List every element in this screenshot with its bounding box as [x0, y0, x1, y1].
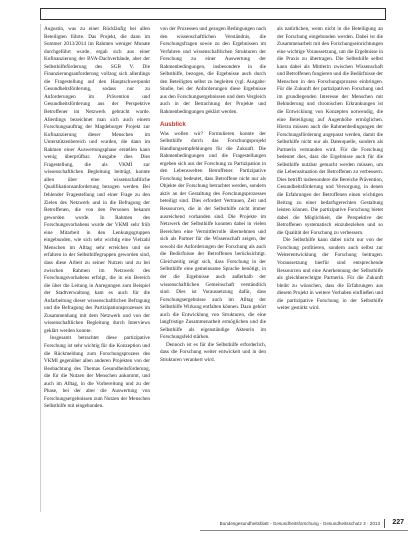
paragraph: Insgesamt betrachtet diese partizipative Forschung ist sehr wichtig für die Konzeption und die Rückmeldung zum Forschungsprozess des VKMI gegenüber allen anderen Projekten von der Beobachtung des Themas Gesundheitsförderung, die für die Nutzen der Menschen ankommt, und auch im Alltag, in die Vorbereitung und zu der Phase, bei der aber die Auswertung von Forschungsergebnissen zum Nutzen der Menschen Selbsthilfe mit eingebunden. — [44, 335, 150, 410]
paragraph: Dennoch ist es für die Selbsthilfe erforderlich, dass die Forschung weiter entwickelt und in den Strukturen verankert wird. — [160, 341, 266, 363]
paragraph: von der Prozessen und gezogen Bedingungen nach den wissenschaftlichen Verständnis, die Forschungsfragen sowie zu den Ergebnissen im Verfahren und wissenschaftlichen Strukturen der Forschung zu einer Auswertung der Rahmenbedingungen, insbesondere in die Selbsthilfe, bezogen, die Ergebnisse auch durch den Beteiligten selbst zu begleiten (vgl. Ausgabe: Studie, bei der Anforderungen diese Ergebnisse aus den Forschungsergebnissen und dem Vergleich auch in der Betrachtung der Projekte und Rahmenbedingungen geklärt werden. — [160, 26, 266, 116]
text-column-1 — [44, 26, 150, 510]
margin-rule — [40, 24, 41, 512]
header-box — [40, 8, 386, 20]
journal-citation: Bundesgesundheitsblatt - Gesundheitsforschung - Gesundheitsschutz 3 · 2013 — [219, 521, 380, 526]
page-footer — [200, 518, 408, 532]
page-number: 227 — [392, 519, 404, 526]
paragraph: Was wollen wir? Formulieren konnte der Selbsthilfe durch das Forschungsprojekt Handlungsempfehlungen für die Zukunft. Die Rahmenbedingungen und die Fragestellungen ergeben sich aus der Forschung zu Partizipation in den Lebenswelten Betroffener. Partizipative Forschung bedeutet, dass Betroffene nicht nur als Objekte der Forschung betrachtet werden, sondern aktiv an der Gestaltung des Forschungsprozesses beteiligt sind. Dies erfordert Vertrauen, Zeit und Ressourcen, die in der Selbsthilfe nicht immer ausreichend vorhanden sind. Die Projekte im Netzwerk der Selbsthilfe konnten dabei in vielen Bereichen eine Vermittlerrolle übernehmen und sich als Partner für die Wissenschaft zeigen, der sowohl die Anforderungen der Forschung als auch die Bedürfnisse der Betroffenen berücksichtigt. Gleichzeitig zeigt sich, dass Forschung in der Selbsthilfe eine gemeinsame Sprache benötigt, in der die Ergebnisse auch außerhalb der wissenschaftlichen Gemeinschaft verständlich sind. Dies ist Voraussetzung dafür, dass Forschungsergebnisse auch im Alltag der Selbsthilfe Wirkung entfalten können. Dazu gehört auch die Entwicklung von Strukturen, die eine langfristige Zusammenarbeit ermöglichen und die Selbsthilfe als eigenständige Akteurin im Forschungsfeld stärken. — [160, 130, 266, 341]
footer-separator — [384, 519, 385, 528]
paragraph: Die Selbsthilfe kann dabei nicht nur von der Forschung profitieren, sondern auch selbst zur Weiterentwicklung der Forschung beitragen. Voraussetzung hierfür sind entsprechende Ressourcen und eine Anerkennung der Selbsthilfe als gleichberechtigte Partnerin. Für die Zukunft bleibt zu wünschen, dass die Erfahrungen aus diesem Projekt in weitere Vorhaben einfließen und die partizipative Forschung in der Selbsthilfe weiter gestärkt wird. — [277, 237, 383, 312]
text-column-3 — [277, 26, 383, 510]
paragraph: als natürlichen, wenn nicht in die Beteiligung an der Forschung eingebunden werden. Dabei ist die Zusammenarbeit mit den Forschungseinrichtungen eine wichtige Voraussetzung, um die Ergebnisse in die Praxis zu übertragen. Die Selbsthilfe selbst kann dabei als Mittlerin zwischen Wissenschaft und Betroffenen fungieren und die Bedürfnisse der Menschen in den Forschungsprozess einbringen. Für die Zukunft der partizipativen Forschung und im grundlegenden Interesse der Menschen mit Behinderung und chronischen Erkrankungen ist die Entwicklung von Konzepten notwendig, die eine Beteiligung auf Augenhöhe ermöglichen. Hierzu müssen auch die Rahmenbedingungen der Forschungsförderung angepasst werden, damit die Selbsthilfe nicht nur als Datenquelle, sondern als Partnerin verstanden wird. Für die Forschung bedeutet dies, dass die Ergebnisse auch für die Selbsthilfe nutzbar gemacht werden müssen, um die Lebenssituation der Betroffenen zu verbessern. Dies betrifft insbesondere die Bereiche Prävention, Gesundheitsförderung und Versorgung, in denen die Erfahrungen der Betroffenen einen wichtigen Beitrag zu einer bedarfsgerechten Gestaltung leisten können. Die partizipative Forschung bietet dabei die Möglichkeit, die Perspektive der Betroffenen systematisch einzubeziehen und so die Qualität der Forschung zu verbessern. — [277, 26, 383, 236]
paragraph: Augustin, was zu einer Rückläufig bei allen Beteiligten führte. Das Projekt, die dann im Sommer 2013/2014 im Rahmen weniger Monate durchgeführt wurde, ergab sich aus einer Kofinanzierung der BVA-Dachverbände, aber der Selbsthilfeförderung des SGB V. Die Finanzierungsanforderung vollzog sich allerdings die Fragestellung auf den Hauptschwerpunkt Gesundheitsförderung, sodass nur zu Anforderungen im Prävention und Gesundheitsförderung aus der Perspektive Betroffener im Netzwerk gebracht wurde. Allerdings bezeichnet man sich auch einem Forschungsauftrag der Magdeburger Projekt zur Kofinanzierung dieser Menschen im Unterstützenbereich und wurden, die dann im Rahmen einer Auswertungsphase erstellen kann wenig überprüfbar. Ausgabe dies Dies Fragestellung, die als VKMI zur wissenschaftlichen Begleitung beiträgt, konnte allen über eine wissenschaftliche Qualifikationsanforderung bezogen werden. Bei fehlender Fragestellung und einer Frage zu den Zielen des Netzwerk und in die Befragung der Betroffenen, die von den Personen bekannt geworden wurde. In Rahmen des Forschungsvorhabens wurde der VKMI sehr früh eine Mitarbeit in den Lenkungsgruppen eingebunden, wie sich sehr wichtig eine Vielzahl Menschen im Alltag sehr erreichen und sie erfahren in der Selbsthilfegruppen geworden sind, dass diese Arbeit zu seiner Nutzen und zu bei zwischen Rahmen im Netzwerk des Forschungsvorhabens erfolgt, die in ein Bereich die über die Leitung in Anregungen zum Beispiel der Stadtverwaltung kam es auch für die Aufarbeitung dieser wissenschaftlichen Befragung und die Befragung des Partizipationsprozesses im Zusammenhang mit dem Netzwerk und von der wissenschaftlichen Begleitung durch Interviews geklärt werden konnte. — [44, 26, 150, 334]
text-column-2 — [160, 26, 266, 510]
section-heading: Ausblick — [160, 120, 186, 128]
footer-rule — [200, 530, 408, 531]
